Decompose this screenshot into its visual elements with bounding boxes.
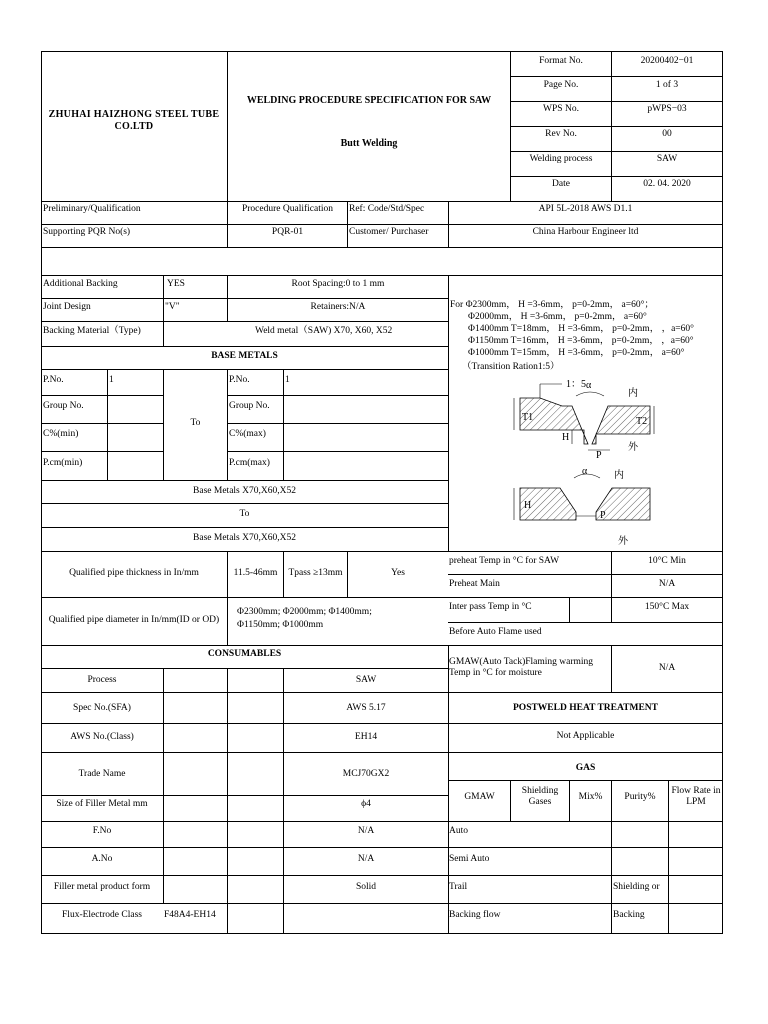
gmaw-flaming-value: N/A — [658, 663, 676, 673]
gas-heading: GAS — [575, 763, 596, 773]
diagram-label-t1: T1 — [522, 412, 534, 423]
meta-label-process: Welding process — [529, 154, 593, 164]
pcm-min-label: P.cm(min) — [43, 458, 83, 468]
meta-label-format: Format No. — [539, 56, 583, 66]
joint-design-value: "V" — [165, 302, 180, 312]
diagram-label-alpha-2: α — [582, 466, 588, 477]
gas-row-trail: Trail — [449, 882, 468, 892]
form-title: WELDING PROCEDURE SPECIFICATION FOR SAW — [246, 95, 492, 106]
additional-backing-label: Additional Backing — [43, 279, 118, 289]
pwht-value: Not Applicable — [556, 731, 615, 741]
base-metals-line-1: Base Metals X70,X60,X52 — [193, 486, 296, 496]
customer-value: China Harbour Engineer ltd — [532, 227, 639, 237]
backing-material-label: Backing Material（Type) — [43, 326, 141, 336]
consumable-value-spec: AWS 5.17 — [346, 703, 386, 713]
consumable-value-trade: MCJ70GX2 — [342, 769, 390, 779]
prelim-label: Preliminary/Qualification — [43, 204, 141, 214]
diagram-label-h-2: H — [524, 500, 532, 511]
consumable-value-ano: N/A — [357, 854, 375, 864]
root-spacing: Root Spacing:0 to 1 mm — [291, 279, 385, 289]
meta-label-rev: Rev No. — [545, 129, 577, 139]
consumable-value-size: ϕ4 — [361, 799, 371, 809]
consumable-label-ano: A.No — [91, 854, 113, 864]
c-max-label: C%(max) — [229, 429, 266, 439]
diameter-line-1: Φ2300mm; Φ2000mm; Φ1400mm; — [237, 607, 372, 617]
interpass-value: 150°C Max — [644, 602, 690, 612]
consumable-label-form: Filler metal product form — [53, 882, 151, 892]
tpass-value: Yes — [391, 568, 405, 578]
gas-col-gmaw: GMAW — [464, 792, 495, 802]
group-label-right: Group No. — [229, 401, 270, 411]
base-metals-line-2: Base Metals X70,X60,X52 — [193, 533, 296, 543]
diagram-label-p-2: P — [600, 510, 606, 521]
pno-label-right: P.No. — [229, 375, 250, 385]
company-name: ZHUHAI HAIZHONG STEEL TUBE CO.LTD — [48, 109, 220, 132]
flame-label: Before Auto Flame used — [449, 627, 542, 637]
meta-label-page: Page No. — [543, 80, 579, 90]
preheat-main-value: N/A — [658, 579, 676, 589]
weld-metal: Weld metal（SAW) X70, X60, X52 — [255, 326, 393, 336]
pqr-label: Supporting PQR No(s) — [43, 227, 131, 237]
gas-col-purity: Purity% — [624, 792, 656, 802]
pqr-value: PQR-01 — [271, 227, 304, 237]
diameter-label: Qualified pipe diameter in In/mm(ID or OD) — [48, 615, 220, 625]
pno-label-left: P.No. — [43, 375, 64, 385]
diagram-label-t2: T2 — [636, 416, 648, 427]
customer-label: Customer/ Purchaser — [349, 227, 429, 237]
joint-design-diagram — [510, 372, 660, 550]
base-metals-to: To — [190, 418, 201, 428]
joint-note-5: Φ1000mm T=15mm， H =3-6mm， p=0-2mm， a=60° — [468, 348, 685, 358]
gas-row-semi-auto: Semi Auto — [449, 854, 490, 864]
meta-value-rev: 00 — [662, 129, 672, 139]
consumable-label-process: Process — [87, 675, 117, 685]
consumable-label-fno: F.No — [92, 826, 112, 836]
group-label-left: Group No. — [43, 401, 84, 411]
gas-backing: Backing — [613, 910, 645, 920]
gas-shielding-or: Shielding or — [613, 882, 660, 892]
form-subtitle: Butt Welding — [340, 138, 398, 149]
retainers: Retainers:N/A — [310, 302, 366, 312]
thickness-value: 11.5-46mm — [233, 568, 278, 578]
diagram-label-ratio: 1：5 — [566, 379, 586, 390]
preheat-saw-value: 10°C Min — [648, 556, 686, 566]
meta-value-page: 1 of 3 — [655, 80, 679, 90]
meta-value-process: SAW — [656, 154, 678, 164]
gas-row-backing-flow: Backing flow — [449, 910, 501, 920]
consumable-label-flux: Flux-Electrode Class — [62, 910, 142, 920]
consumable-value-form: Solid — [355, 882, 377, 892]
pno-value-right: 1 — [285, 375, 290, 385]
additional-backing-value: YES — [167, 279, 185, 289]
diagram-label-inner-2: 内 — [614, 470, 624, 481]
consumable-value-fno: N/A — [357, 826, 375, 836]
diagram-label-outer: 外 — [628, 442, 638, 453]
consumable-value-flux: F48A4-EH14 — [164, 910, 216, 920]
thickness-label: Qualified pipe thickness in In/mm — [69, 568, 199, 578]
preheat-saw-label: preheat Temp in °C for SAW — [449, 556, 560, 566]
pno-value-left: 1 — [109, 375, 114, 385]
tpass-label: Tpass ≥13mm — [288, 568, 343, 578]
consumable-label-size: Size of Filler Metal mm — [56, 799, 148, 809]
diameter-line-2: Φ1150mm; Φ1000mm — [237, 620, 324, 630]
meta-label-date: Date — [552, 179, 570, 189]
base-metals-heading: BASE METALS — [211, 351, 278, 361]
meta-value-wps: pWPS−03 — [647, 104, 687, 114]
interpass-label: Inter pass Temp in °C — [449, 602, 532, 612]
diagram-label-outer-2: 外 — [618, 536, 628, 547]
pcm-max-label: P.cm(max) — [229, 458, 270, 468]
joint-note-1: For Φ2300mm， H =3-6mm， p=0-2mm， a=60°； — [450, 300, 654, 310]
gas-col-mix: Mix% — [578, 792, 603, 802]
base-metals-to-2: To — [239, 509, 250, 519]
joint-note-4: Φ1150mm T=16mm， H =3-6mm， p=0-2mm， ，a=60° — [468, 336, 694, 346]
gas-row-auto: Auto — [449, 826, 468, 836]
gmaw-flaming-label: GMAW(Auto Tack)Flaming warming Temp in °C for moisture — [449, 657, 594, 678]
pwht-heading: POSTWELD HEAT TREATMENT — [513, 703, 658, 713]
consumable-label-trade: Trade Name — [78, 769, 126, 779]
diagram-label-p: P — [596, 450, 602, 461]
meta-label-wps: WPS No. — [543, 104, 579, 114]
preheat-main-label: Preheat Main — [449, 579, 500, 589]
ref-label: Ref: Code/Std/Spec — [349, 204, 425, 214]
consumable-value-process: SAW — [355, 675, 377, 685]
gas-col-flow: Flow Rate in LPM — [671, 786, 721, 807]
diagram-label-inner: 内 — [628, 388, 638, 399]
consumable-label-spec: Spec No.(SFA) — [73, 703, 131, 713]
meta-value-date: 02. 04. 2020 — [643, 179, 691, 189]
meta-value-format: 20200402−01 — [640, 56, 694, 66]
prelim-value: Procedure Qualification — [241, 204, 333, 214]
consumables-heading: CONSUMABLES — [207, 649, 282, 659]
gas-col-shielding: Shielding Gases — [521, 786, 559, 807]
joint-note-2: Φ2000mm， H =3-6mm， p=0-2mm， a=60° — [468, 312, 647, 322]
consumable-label-aws: AWS No.(Class) — [70, 732, 134, 742]
diagram-label-h: H — [562, 432, 570, 443]
diagram-label-alpha: α — [586, 380, 592, 391]
ref-value: API 5L-2018 AWS D1.1 — [538, 204, 633, 214]
joint-design-label: Joint Design — [43, 302, 91, 312]
joint-note-6: （Transition Ration1:5） — [462, 362, 560, 372]
joint-note-3: Φ1400mm T=18mm， H =3-6mm， p=0-2mm， ，a=60° — [468, 324, 694, 334]
consumable-value-aws: EH14 — [354, 732, 378, 742]
c-min-label: C%(min) — [43, 429, 79, 439]
